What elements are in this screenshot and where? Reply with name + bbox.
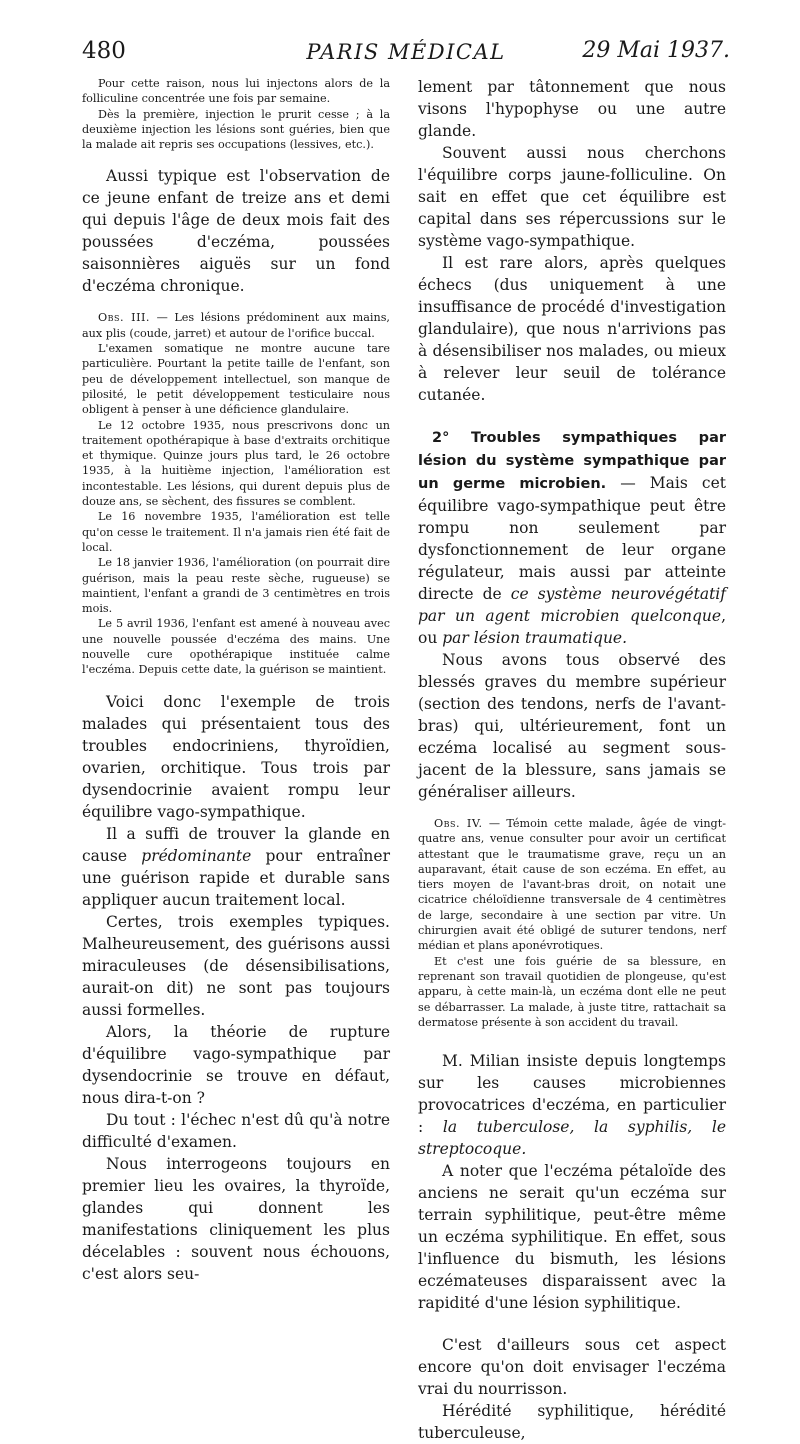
- observation-paragraph: Le 16 novembre 1935, l'amélioration est telle qu'on cesse le traitement. Il n'a jamais rien été fait de local.: [82, 510, 390, 554]
- section-heading: 2° Troubles sympathiques par lésion du système sympathique par un germe microbien. — Mais cet équilibre vago-sympathique peut être rompu non seulement par dysfonctionnement de leur organe régulateur, mais aussi par atteinte directe de ce système neurovégétatif par un agent microbien quelconque, ou par lésion traumatique.: [418, 430, 726, 647]
- body-paragraph: Souvent aussi nous cherchons l'équilibre corps jaune-folliculine. On sait en effet que cet équilibre est capital dans ses répercussions sur le système vago-sympathique.: [418, 144, 726, 250]
- body-paragraph: Hérédité syphilitique, hérédité tuberculeuse,: [418, 1402, 726, 1443]
- observation-label: Obs. III.: [98, 311, 150, 325]
- body-paragraph: M. Milian insiste depuis longtemps sur les causes microbiennes provocatrices d'eczéma, en particulier : la tuberculose, la syphilis, le streptocoque.: [418, 1052, 726, 1159]
- page-number: 480: [82, 38, 126, 64]
- body-paragraph: Il est rare alors, après quelques échecs (dus uniquement à une insuffisance de procédé d'investigation glandulaire), que nous n'arrivions pas à désensibiliser nos malades, ou mieux à relever leur seuil de tolérance cutanée.: [418, 254, 726, 404]
- body-paragraph: C'est d'ailleurs sous cet aspect encore qu'on doit envisager l'eczéma vrai du nourrisson.: [418, 1336, 726, 1399]
- body-paragraph: Nous interrogeons toujours en premier lieu les ovaires, la thyroïde, glandes qui donnent les manifestations cliniquement les plus décelables : souvent nous échouons, c'est alors seu-: [82, 1154, 390, 1283]
- body-paragraph: Voici donc l'exemple de trois malades qui présentaient tous des troubles endocriniens, thyroïdien, ovarien, orchitique. Tous trois par dysendocrinie avaient rompu leur équilibre vago-sympathique.: [82, 692, 390, 821]
- body-paragraph: A noter que l'eczéma pétaloïde des anciens ne serait qu'un eczéma sur terrain syphilitique, peut-être même un eczéma syphilitique. En effet, sous l'influence du bismuth, les lésions eczémateuses disparaissent avec la rapidité d'une lésion syphilitique.: [418, 1162, 726, 1313]
- body-paragraph: Du tout : l'échec n'est dû qu'à notre difficulté d'examen.: [82, 1110, 390, 1151]
- observation-paragraph: Le 18 janvier 1936, l'amélioration (on pourrait dire guérison, mais la peau reste sèche, rugueuse) se maintient, l'enfant a grandi de 3 centimètres en trois mois.: [82, 556, 390, 616]
- observation-paragraph: Le 5 avril 1936, l'enfant est amené à nouveau avec une nouvelle poussée d'eczéma des mains. Une nouvelle cure opothérapique instituée calme l'eczéma. Depuis cette date, la guérison se maintient.: [82, 617, 390, 677]
- body-paragraph: Il a suffi de trouver la glande en cause prédominante pour entraîner une guérison rapide et durable sans appliquer aucun traitement local.: [82, 824, 390, 909]
- body-paragraph: Nous avons tous observé des blessés graves du membre supérieur (section des tendons, nerfs de l'avant-bras) qui, ultérieurement, font un eczéma localisé au segment sous-jacent de la blessure, sans jamais se généraliser ailleurs.: [418, 651, 726, 801]
- observation-paragraph: Le 12 octobre 1935, nous prescrivons donc un traitement opothérapique à base d'extraits orchitique et thymique. Quinze jours plus tard, le 26 octobre 1935, à la huitième injection, l'amélioration est incontestable. Les lésions, qui durent depuis plus de douze ans, se sèchent, des fissures se comblent.: [82, 418, 390, 509]
- right-column: [418, 76, 726, 1444]
- observation-label: Obs. IV.: [434, 817, 483, 830]
- body-paragraph: Certes, trois exemples typiques. Malheureusement, des guérisons aussi miraculeuses (de désensibilisations, aurait-on dit) ne sont pas toujours aussi formelles.: [82, 912, 390, 1019]
- section-title: 2° Troubles sympathiques par lésion du système sympathique par un germe microbien.: [418, 430, 726, 492]
- running-header: [82, 38, 730, 72]
- observation-paragraph: Et c'est une fois guérie de sa blessure, en reprenant son travail quotidien de plongeuse, qu'est apparu, à cette main-là, un eczéma dont elle ne peut se débarrasser. La malade, à juste titre, rattachait sa dermatose présente à son accident du travail.: [418, 954, 726, 1029]
- case-note-paragraph: Dès la première, injection le prurit cesse ; à la deuxième injection les lésions sont guéries, bien que la malade ait repris ses occupations (lessives, etc.).: [82, 107, 390, 152]
- body-paragraph: lement par tâtonnement que nous visons l'hypophyse ou une autre glande.: [418, 78, 726, 140]
- observation-paragraph: L'examen somatique ne montre aucune tare particulière. Pourtant la petite taille de l'enfant, son peu de développement intellectuel, son manque de pilosité, le petit développement testiculaire nous obligent à penser à une déficience glandulaire.: [82, 342, 390, 417]
- journal-title: PARIS MÉDICAL: [306, 40, 506, 64]
- observation-3: Obs. III. — Les lésions prédominent aux mains, aux plis (coude, jarret) et autour de l'orifice buccal.: [82, 311, 390, 340]
- issue-date: 29 Mai 1937.: [582, 38, 730, 63]
- body-paragraph: Alors, la théorie de rupture d'équilibre vago-sympathique par dysendocrinie se trouve en défaut, nous dira-t-on ?: [82, 1022, 390, 1107]
- observation-4: Obs. IV. — Témoin cette malade, âgée de vingt-quatre ans, venue consulter pour avoir un certificat attestant que le traumatisme grave, reçu un an auparavant, était cause de son eczéma. En effet, au tiers moyen de l'avant-bras droit, on notait une cicatrice chéloïdienne transversale de 4 centimètres de large, secondaire à une section par vitre. Un chirurgien avait été obligé de suturer tendons, nerf médian et plans aponévrotiques.: [418, 817, 726, 953]
- case-note-paragraph: Pour cette raison, nous lui injectons alors de la folliculine concentrée une fois par semaine.: [82, 77, 390, 106]
- body-paragraph: Aussi typique est l'observation de ce jeune enfant de treize ans et demi qui depuis l'âge de deux mois fait des poussées d'eczéma, poussées saisonnières aiguës sur un fond d'eczéma chronique.: [82, 167, 390, 296]
- left-column: [82, 76, 390, 1285]
